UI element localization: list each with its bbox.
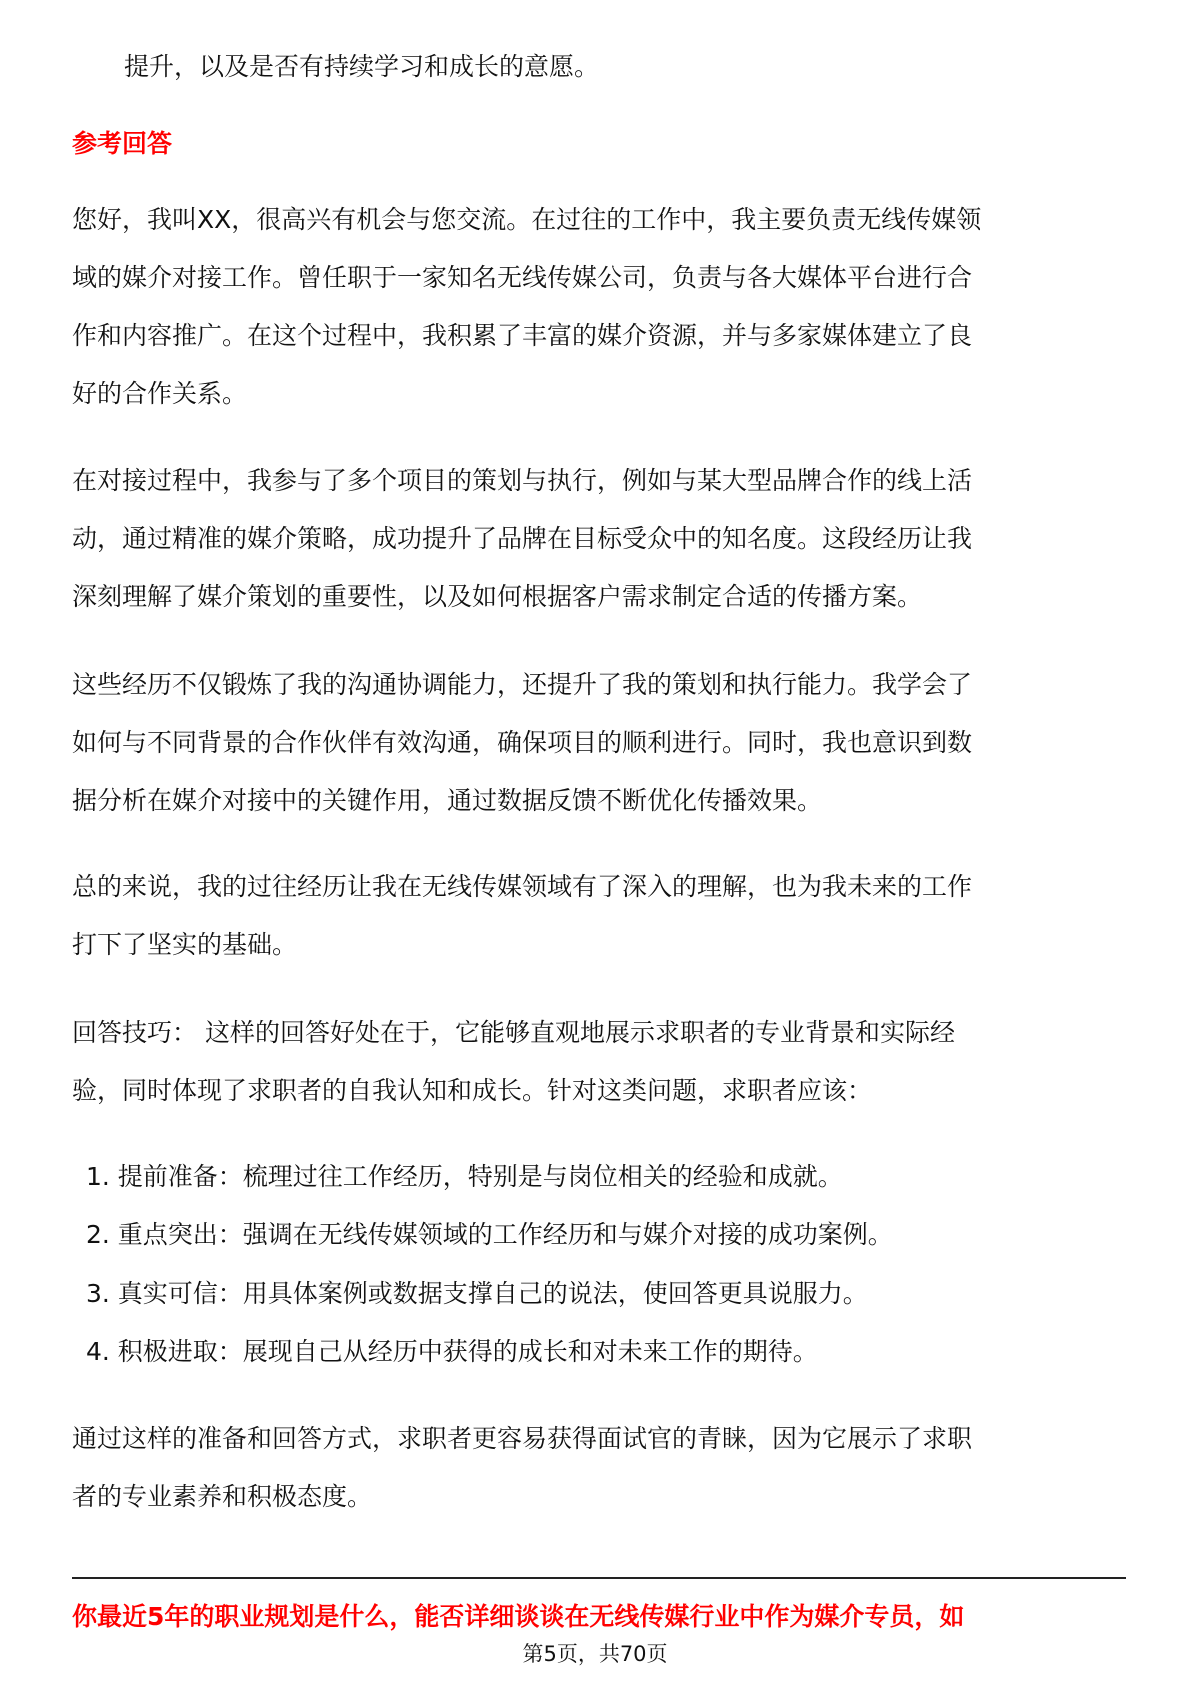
paragraph-line: 总的来说，我的过往经历让我在无线传媒领域有了深入的理解，也为我未来的工作	[72, 872, 973, 901]
paragraph-line: 者的专业素养和积极态度。	[72, 1482, 373, 1511]
paragraph-line: 验，同时体现了求职者的自我认知和成长。针对这类问题，求职者应该：	[72, 1076, 873, 1105]
intro-tail: 提升，以及是否有持续学习和成长的意愿。	[124, 52, 600, 81]
paragraph-line: 在对接过程中，我参与了多个项目的策划与执行，例如与某大型品牌合作的线上活	[72, 466, 973, 495]
paragraph-line: 这些经历不仅锻炼了我的沟通协调能力，还提升了我的策划和执行能力。我学会了	[72, 670, 973, 699]
paragraph-line: 深刻理解了媒介策划的重要性，以及如何根据客户需求制定合适的传播方案。	[72, 582, 923, 611]
section-heading: 参考回答	[72, 129, 173, 158]
paragraph-line: 据分析在媒介对接中的关键作用，通过数据反馈不断优化传播效果。	[72, 786, 823, 815]
paragraph-line: 作和内容推广。在这个过程中，我积累了丰富的媒介资源，并与多家媒体建立了良	[72, 321, 973, 350]
tip-item: 1. 提前准备：梳理过往工作经历，特别是与岗位相关的经验和成就。	[86, 1162, 843, 1191]
next-question: 你最近5年的职业规划是什么，能否详细谈谈在无线传媒行业中作为媒介专员，如	[72, 1602, 965, 1631]
tip-item: 3. 真实可信：用具体案例或数据支撑自己的说法，使回答更具说服力。	[86, 1279, 868, 1308]
paragraph-line: 通过这样的准备和回答方式，求职者更容易获得面试官的青睐，因为它展示了求职	[72, 1424, 973, 1453]
page-number: 第5页，共70页	[522, 1642, 668, 1666]
tip-item: 4. 积极进取：展现自己从经历中获得的成长和对未来工作的期待。	[86, 1337, 818, 1366]
paragraph-line: 回答技巧： 这样的回答好处在于，它能够直观地展示求职者的专业背景和实际经	[72, 1018, 955, 1047]
divider	[72, 1577, 1126, 1579]
paragraph-line: 您好，我叫XX，很高兴有机会与您交流。在过往的工作中，我主要负责无线传媒领	[72, 205, 982, 234]
paragraph-line: 动，通过精准的媒介策略，成功提升了品牌在目标受众中的知名度。这段经历让我	[72, 524, 973, 553]
tip-item: 2. 重点突出：强调在无线传媒领域的工作经历和与媒介对接的成功案例。	[86, 1220, 893, 1249]
paragraph-line: 打下了坚实的基础。	[72, 930, 298, 959]
paragraph-line: 域的媒介对接工作。曾任职于一家知名无线传媒公司，负责与各大媒体平台进行合	[72, 263, 973, 292]
paragraph-line: 好的合作关系。	[72, 379, 248, 408]
paragraph-line: 如何与不同背景的合作伙伴有效沟通，确保项目的顺利进行。同时，我也意识到数	[72, 728, 973, 757]
